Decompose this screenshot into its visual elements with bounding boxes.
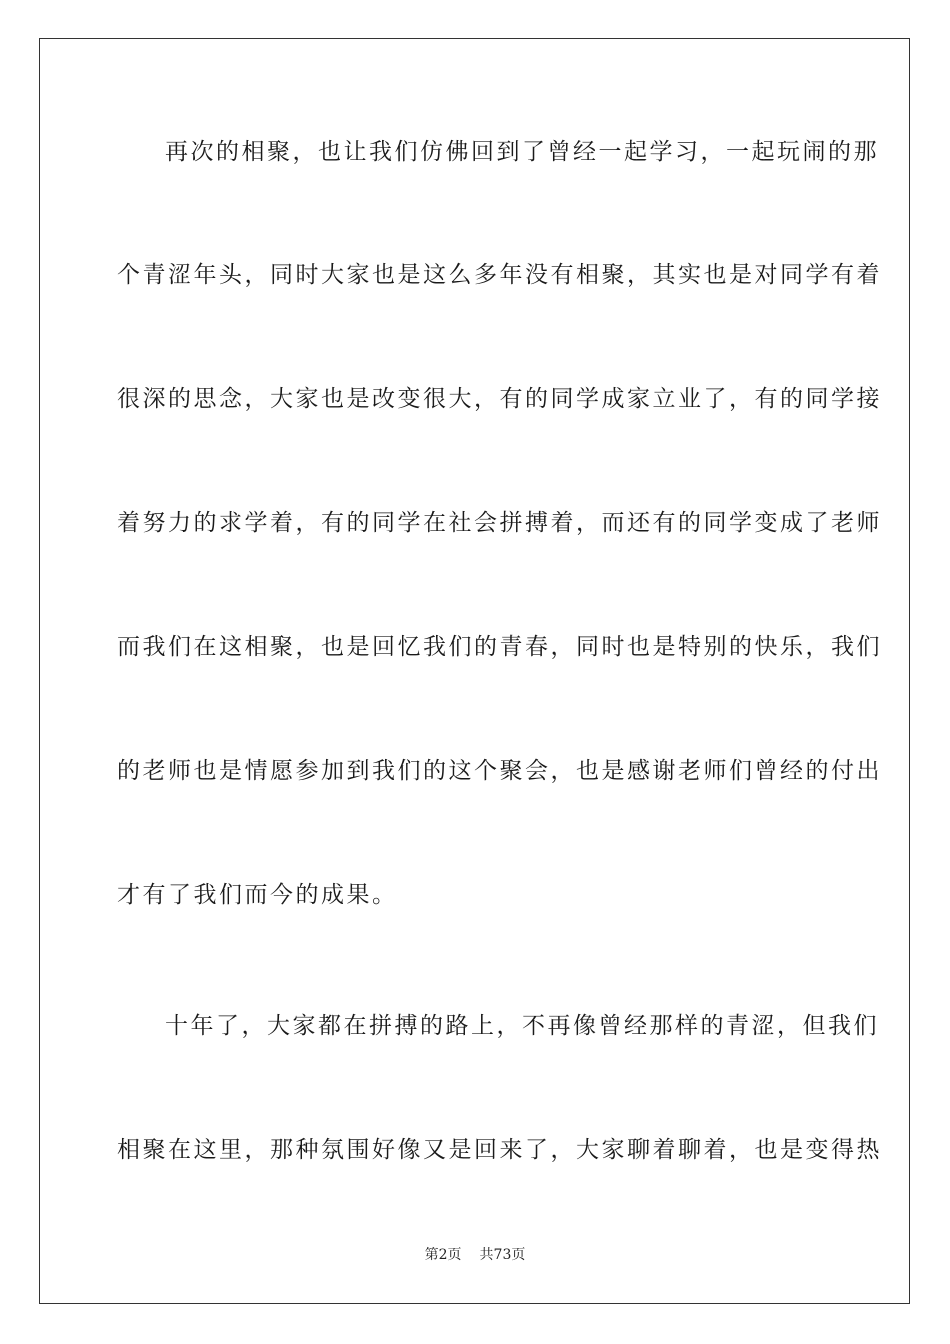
paragraph-line: 个青涩年头，同时大家也是这么多年没有相聚，其实也是对同学有着: [117, 262, 882, 288]
paragraph-line: 再次的相聚，也让我们仿佛回到了曾经一起学习，一起玩闹的那: [165, 139, 879, 165]
paragraph-line: 的老师也是情愿参加到我们的这个聚会，也是感谢老师们曾经的付出: [117, 758, 882, 784]
paragraph-line: 很深的思念，大家也是改变很大，有的同学成家立业了，有的同学接: [117, 386, 882, 412]
paragraph-line: 着努力的求学着，有的同学在社会拼搏着，而还有的同学变成了老师: [117, 510, 882, 536]
paragraph-line: 而我们在这相聚，也是回忆我们的青春，同时也是特别的快乐，我们: [117, 634, 882, 660]
paragraph-line: 相聚在这里，那种氛围好像又是回来了，大家聊着聊着，也是变得热: [117, 1137, 882, 1163]
page-total: 共73页: [479, 1247, 526, 1263]
page-border: [39, 38, 910, 1304]
page-footer: [0, 1246, 950, 1264]
page-number: 第2页: [424, 1247, 462, 1263]
paragraph-line: 才有了我们而今的成果。: [117, 882, 398, 908]
paragraph-line: 十年了，大家都在拼搏的路上，不再像曾经那样的青涩，但我们: [165, 1013, 879, 1039]
